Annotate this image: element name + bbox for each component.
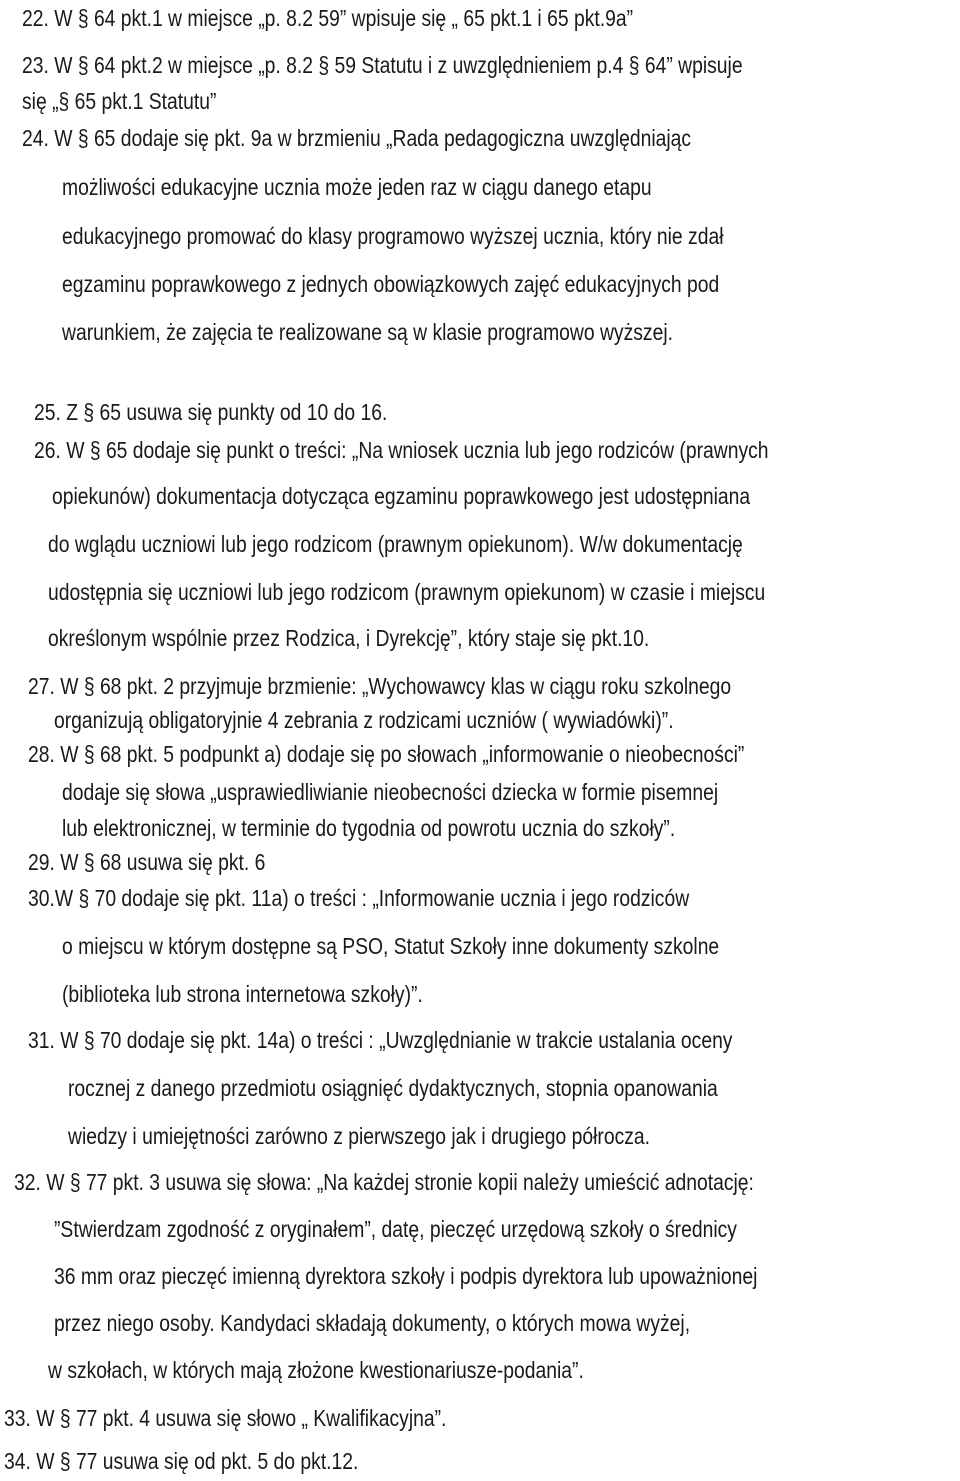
document-line: 31. W § 70 dodaje się pkt. 14a) o treści : „Uwzględnianie w trakcie ustalania oceny [28,1027,733,1053]
document-line: 27. W § 68 pkt. 2 przyjmuje brzmienie: „Wychowawcy klas w ciągu roku szkolnego [28,673,732,699]
document-line: 24. W § 65 dodaje się pkt. 9a w brzmieniu „Rada pedagogiczna uwzględniając [22,125,692,151]
document-line: 25. Z § 65 usuwa się punkty od 10 do 16. [34,399,388,425]
document-line: organizują obligatoryjnie 4 zebrania z rodzicami uczniów ( wywiadówki)”. [54,707,674,733]
document-line: 29. W § 68 usuwa się pkt. 6 [28,849,266,875]
document-line: 23. W § 64 pkt.2 w miejsce „p. 8.2 § 59 Statutu i z uwzględnieniem p.4 § 64” wpisuje [22,52,743,78]
document-line: 36 mm oraz pieczęć imienną dyrektora szkoły i podpis dyrektora lub upoważnionej [54,1263,758,1289]
document-line: 30.W § 70 dodaje się pkt. 11a) o treści : „Informowanie ucznia i jego rodziców [28,885,690,911]
document-line: 26. W § 65 dodaje się punkt o treści: „Na wniosek ucznia lub jego rodziców (prawnych [34,437,769,463]
document-line: wiedzy i umiejętności zarówno z pierwszego jak i drugiego półrocza. [68,1123,651,1149]
document-line: opiekunów) dokumentacja dotycząca egzaminu poprawkowego jest udostępniana [52,483,751,509]
document-line: o miejscu w którym dostępne są PSO, Statut Szkoły inne dokumenty szkolne [62,933,720,959]
document-line: 34. W § 77 usuwa się od pkt. 5 do pkt.12. [4,1448,359,1474]
document-line: edukacyjnego promować do klasy programowo wyższej ucznia, który nie zdał [62,223,724,249]
document-line: w szkołach, w których mają złożone kwestionariusze-podania”. [48,1357,584,1383]
document-line: 33. W § 77 pkt. 4 usuwa się słowo „ Kwalifikacyjna”. [4,1405,447,1431]
document-line: lub elektronicznej, w terminie do tygodnia od powrotu ucznia do szkoły”. [62,815,676,841]
document-line: ”Stwierdzam zgodność z oryginałem”, datę, pieczęć urzędową szkoły o średnicy [54,1216,737,1242]
document-line: określonym wspólnie przez Rodzica, i Dyrekcję”, który staje się pkt.10. [48,625,650,651]
document-line: (biblioteka lub strona internetowa szkoły)”. [62,981,423,1007]
document-line: 32. W § 77 pkt. 3 usuwa się słowa: „Na każdej stronie kopii należy umieścić adnotację: [14,1169,754,1195]
document-line: warunkiem, że zajęcia te realizowane są w klasie programowo wyższej. [62,319,673,345]
document-line: udostępnia się uczniowi lub jego rodzicom (prawnym opiekunom) w czasie i miejscu [48,579,766,605]
document-line: możliwości edukacyjne ucznia może jeden raz w ciągu danego etapu [62,174,652,200]
document-line: się „§ 65 pkt.1 Statutu” [22,88,217,114]
document-line: rocznej z danego przedmiotu osiągnięć dydaktycznych, stopnia opanowania [68,1075,718,1101]
document-line: egzaminu poprawkowego z jednych obowiązkowych zajęć edukacyjnych pod [62,271,720,297]
document-line: przez niego osoby. Kandydaci składają dokumenty, o których mowa wyżej, [54,1310,691,1336]
document-line: do wglądu uczniowi lub jego rodzicom (prawnym opiekunom). W/w dokumentację [48,531,743,557]
document-line: dodaje się słowa „usprawiedliwianie nieobecności dziecka w formie pisemnej [62,779,719,805]
document-line: 28. W § 68 pkt. 5 podpunkt a) dodaje się po słowach „informowanie o nieobecności” [28,741,745,767]
document-line: 22. W § 64 pkt.1 w miejsce „p. 8.2 59” wpisuje się „ 65 pkt.1 i 65 pkt.9a” [22,5,634,31]
